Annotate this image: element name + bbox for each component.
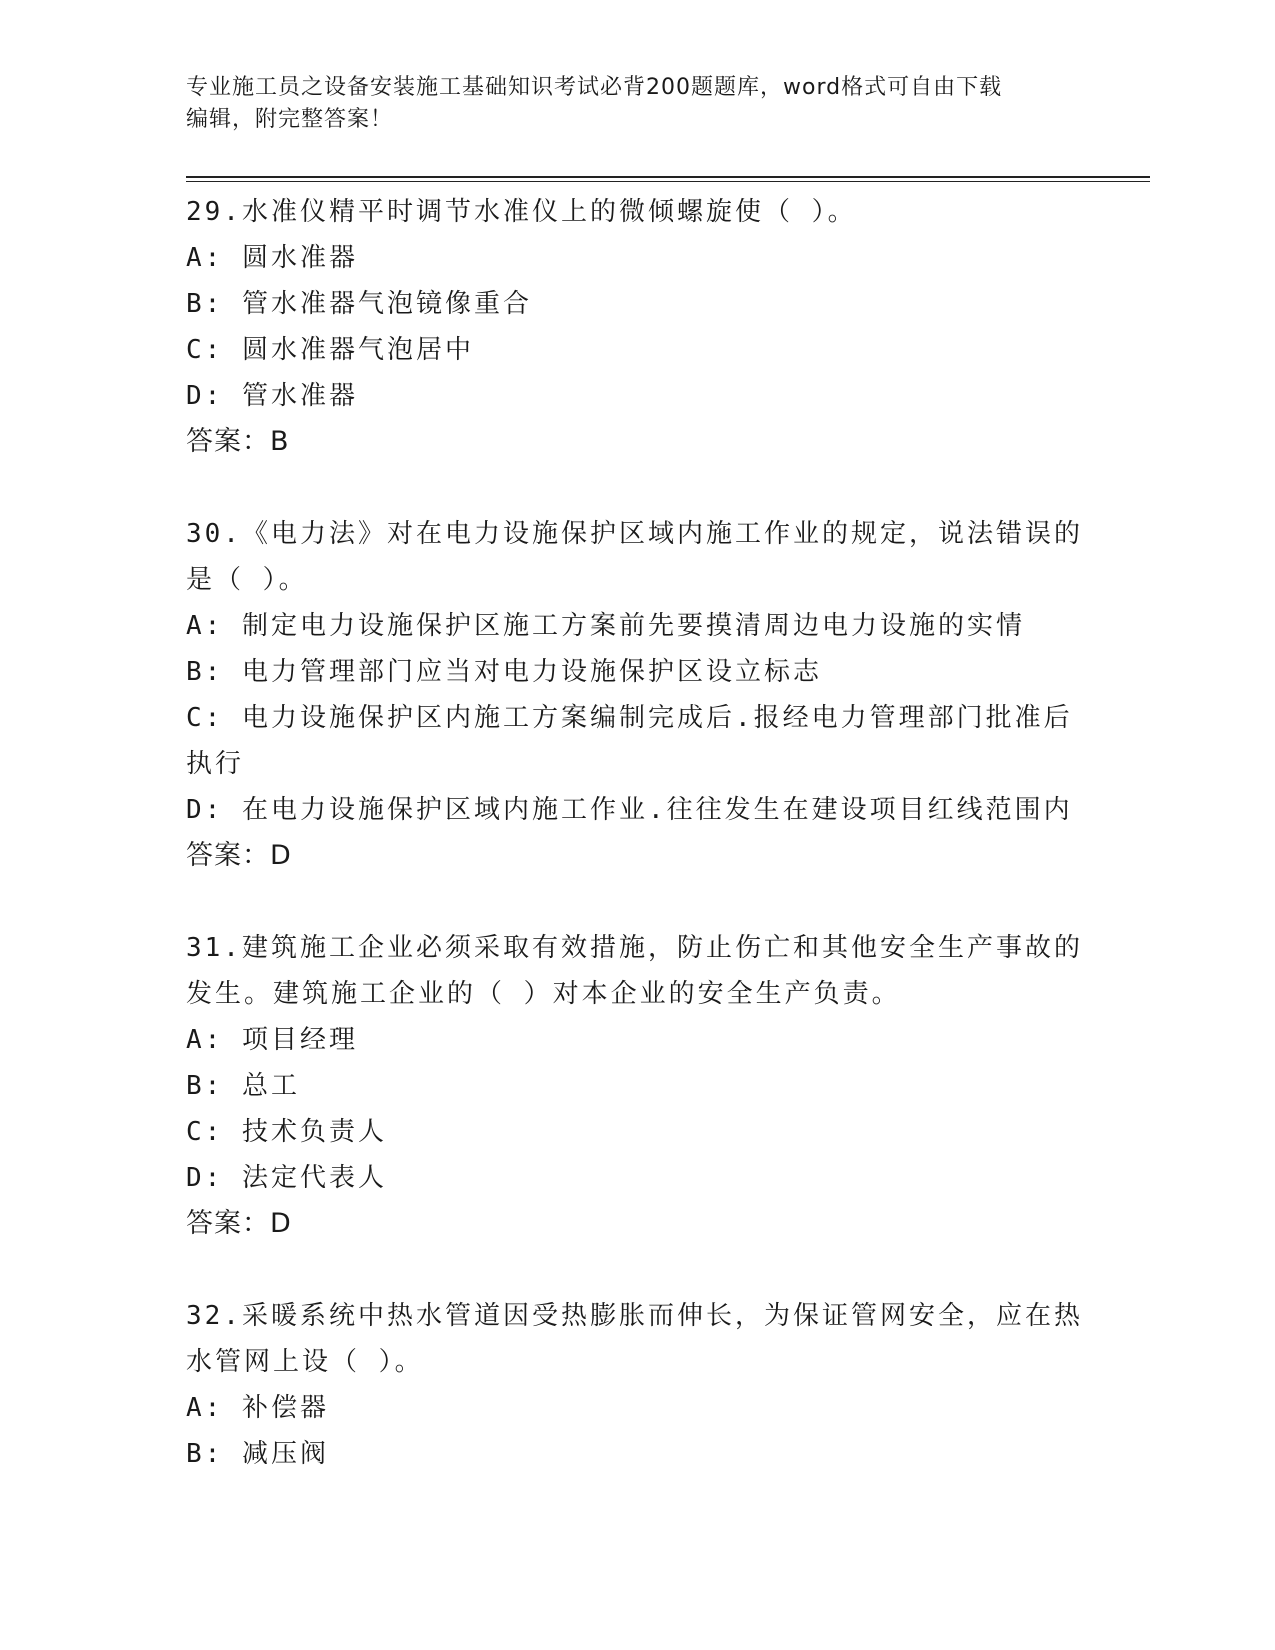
option-b: B: 管水准器气泡镜像重合 [186,289,532,319]
option-a: A: 圆水准器 [186,243,358,273]
header-divider-thick [186,176,1150,178]
option-b: B: 减压阀 [186,1439,329,1469]
question-32 [186,1293,1086,1477]
option-b: B: 总工 [186,1071,300,1101]
option-a: A: 制定电力设施保护区施工方案前先要摸清周边电力设施的实情 [186,611,1025,641]
question-spacer [186,465,1086,511]
option-a: A: 项目经理 [186,1025,358,1055]
answer-label: 答案：D [186,840,292,871]
option-d: D: 法定代表人 [186,1163,387,1193]
option-d: D: 在电力设施保护区域内施工作业.往往发生在建设项目红线范围内 [186,795,1073,825]
question-stem: 30.《电力法》对在电力设施保护区域内施工作业的规定，说法错误的 [186,519,1083,549]
question-stem-continued: 水管网上设（ ）。 [186,1347,424,1377]
question-stem: 29.水准仪精平时调节水准仪上的微倾螺旋使（ ）。 [186,197,857,227]
option-c: C: 技术负责人 [186,1117,387,1147]
question-stem-continued: 是（ ）。 [186,565,308,595]
question-stem: 32.采暖系统中热水管道因受热膨胀而伸长，为保证管网安全，应在热 [186,1301,1083,1331]
answer-label: 答案：D [186,1208,292,1239]
question-29 [186,189,1086,465]
header-divider-thin [186,181,1150,182]
question-list [186,189,1086,1477]
option-c-continued: 执行 [186,749,245,779]
question-spacer [186,1247,1086,1293]
answer-label: 答案：B [186,426,290,457]
document-header [186,72,1066,136]
question-spacer [186,879,1086,925]
option-c: C: 圆水准器气泡居中 [186,335,474,365]
option-b: B: 电力管理部门应当对电力设施保护区设立标志 [186,657,822,687]
header-line-1: 专业施工员之设备安装施工基础知识考试必背200题题库，word格式可自由下载 [186,75,1003,100]
question-30 [186,511,1086,879]
question-stem-continued: 发生。建筑施工企业的（ ）对本企业的安全生产负责。 [186,979,901,1009]
question-31 [186,925,1086,1247]
option-a: A: 补偿器 [186,1393,329,1423]
option-d: D: 管水准器 [186,381,358,411]
question-stem: 31.建筑施工企业必须采取有效措施，防止伤亡和其他安全生产事故的 [186,933,1083,963]
header-line-2: 编辑，附完整答案！ [186,107,394,132]
option-c: C: 电力设施保护区内施工方案编制完成后.报经电力管理部门批准后 [186,703,1073,733]
